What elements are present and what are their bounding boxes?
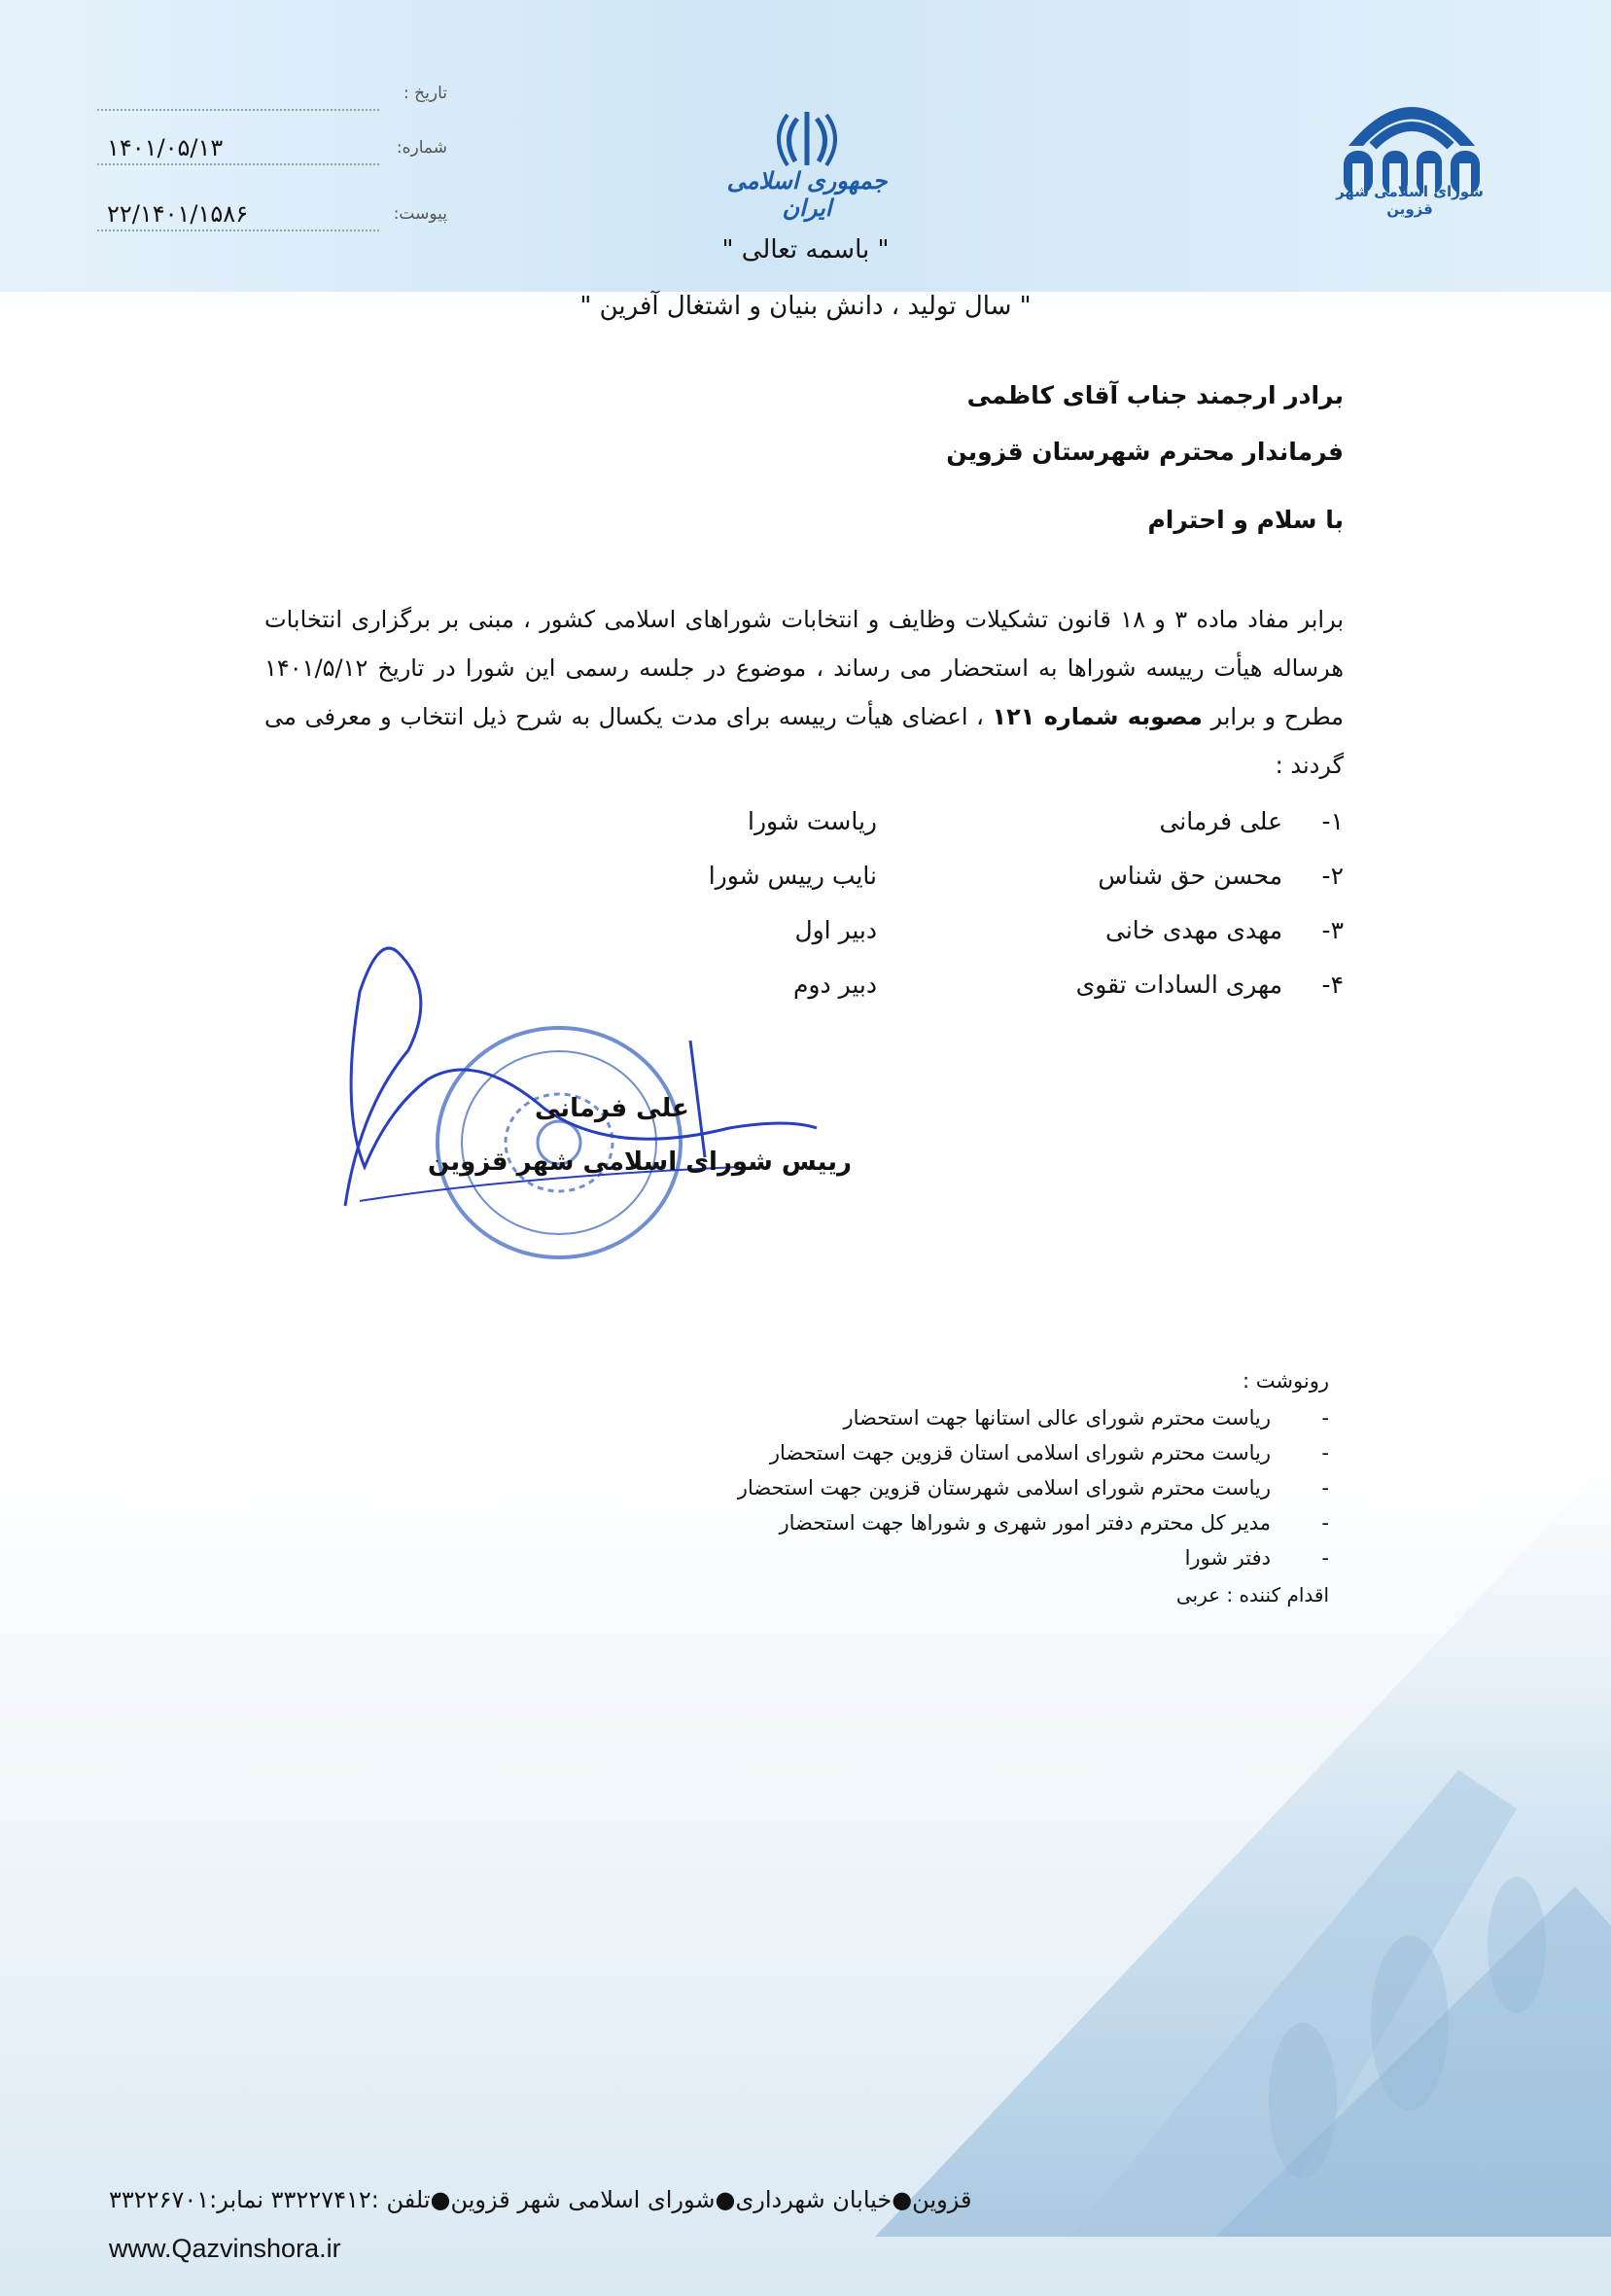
cc-item-text: ریاست محترم شورای عالی استانها جهت استحضار xyxy=(843,1406,1271,1430)
attachment-value: ۲۲/۱۴۰۱/۱۵۸۶ xyxy=(107,200,249,228)
cc-item-text: ریاست محترم شورای اسلامی استان قزوین جهت استحضار xyxy=(769,1441,1271,1465)
body-part-1: برابر مفاد ماده ۳ و ۱۸ قانون تشکیلات وظایف و انتخابات شوراهای اسلامی کشور ، مبنی بر برگزاری انتخابات هرساله هیأت رییسه شوراها به استحضار می رساند ، موضوع در جلسه رسمی این شورا در تاریخ ۱۴۰۱/۵/۱۲ مطرح و برابر xyxy=(264,606,1344,730)
member-name: مهدی مهدی خانی xyxy=(1105,916,1282,944)
member-number: ۲- xyxy=(1321,862,1344,890)
letter-body xyxy=(264,595,1344,790)
emblem-caption: جمهوری اسلامی ایران xyxy=(726,167,888,222)
member-role: نایب رییس شورا xyxy=(708,862,877,890)
number-label: شماره: xyxy=(396,138,447,158)
signature-scribble xyxy=(321,934,826,1225)
attachment-label: پیوست: xyxy=(393,204,447,224)
footer-address: قزوین●خیابان شهرداری●شورای اسلامی شهر قزوین●تلفن :۳۳۲۲۷۴۱۲ نمابر:۳۳۲۲۶۷۰۱ xyxy=(109,2186,972,2213)
cc-item-text: مدیر کل محترم دفتر امور شهری و شوراها جهت استحضار xyxy=(779,1511,1271,1535)
member-number: ۱- xyxy=(1321,807,1344,835)
attachment-line xyxy=(97,230,379,231)
background-art xyxy=(0,1264,1611,2237)
member-role: دبیر اول xyxy=(794,916,877,944)
body-resolution-number: مصوبه شماره ۱۲۱ xyxy=(992,703,1203,730)
member-role: دبیر دوم xyxy=(792,971,877,999)
footer-website[interactable]: www.Qazvinshora.ir xyxy=(109,2234,341,2263)
heading-basmala: " باسمه تعالی " xyxy=(721,235,890,265)
cc-dash: - xyxy=(1321,1546,1329,1570)
action-by: اقدام کننده : عربی xyxy=(1175,1583,1329,1607)
greeting: با سلام و احترام xyxy=(1147,506,1344,534)
cc-dash: - xyxy=(1321,1406,1329,1430)
recipient-name: برادر ارجمند جناب آقای کاظمی xyxy=(966,381,1344,409)
member-name: محسن حق شناس xyxy=(1098,862,1282,890)
date-field xyxy=(97,82,447,115)
date-line xyxy=(97,109,379,111)
member-name: مهری السادات تقوی xyxy=(1075,971,1282,999)
council-caption: شورای اسلامی شهر قزوین xyxy=(1336,183,1484,218)
attachment-field xyxy=(97,202,447,235)
cc-item-text: ریاست محترم شورای اسلامی شهرستان قزوین جهت استحضار xyxy=(737,1476,1271,1500)
member-name: علی فرمانی xyxy=(1159,807,1282,835)
number-field xyxy=(97,136,447,169)
number-line xyxy=(97,163,379,165)
cc-item-text: دفتر شورا xyxy=(1184,1546,1271,1570)
date-label: تاریخ : xyxy=(403,84,447,103)
signatory-name: علی فرمانی xyxy=(535,1094,689,1123)
member-number: ۳- xyxy=(1321,916,1344,944)
signatory-title: رییس شورای اسلامی شهر قزوین xyxy=(428,1148,852,1177)
member-number: ۴- xyxy=(1321,971,1344,999)
number-value: ۱۴۰۱/۰۵/۱۳ xyxy=(107,134,224,161)
cc-dash: - xyxy=(1321,1441,1329,1465)
member-role: ریاست شورا xyxy=(748,807,877,835)
cc-dash: - xyxy=(1321,1511,1329,1535)
body-part-2: ، اعضای هیأت رییسه برای مدت یکسال به شرح ذیل انتخاب و معرفی می گردند : xyxy=(264,703,1344,779)
cc-dash: - xyxy=(1321,1476,1329,1500)
cc-title: رونوشت : xyxy=(1243,1369,1329,1393)
recipient-title: فرماندار محترم شهرستان قزوین xyxy=(946,438,1344,466)
heading-slogan: " سال تولید ، دانش بنیان و اشتغال آفرین " xyxy=(579,292,1032,321)
